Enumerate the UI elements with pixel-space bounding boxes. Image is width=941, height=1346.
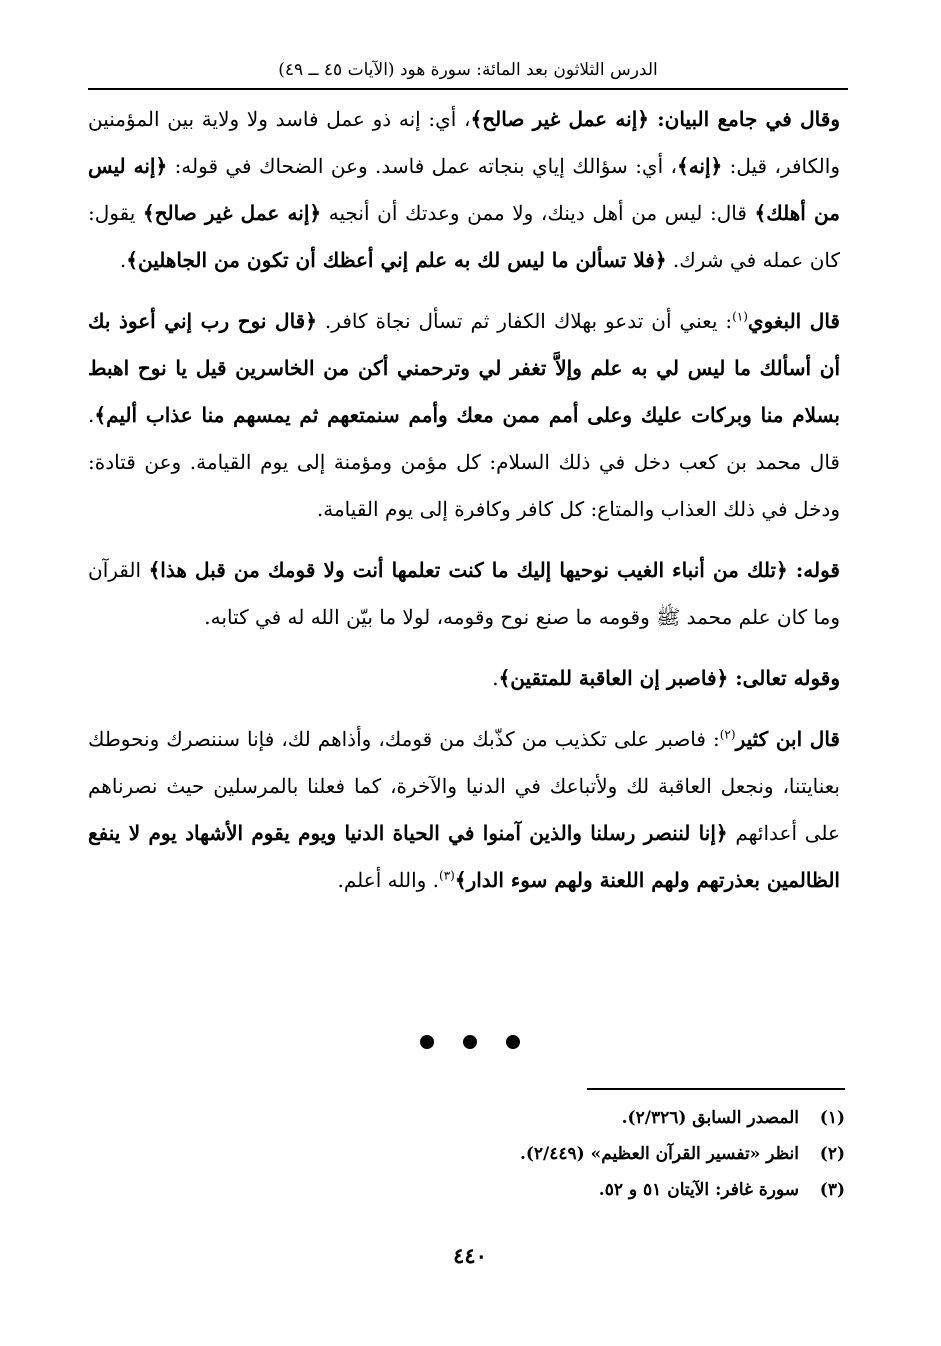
body-text-run: ، أي: إنه ذو عمل فاسد ولا ولاية بين المؤمنين والكافر، قيل: xyxy=(88,107,840,178)
section-separator-dots xyxy=(420,1030,520,1054)
footnote-marker: (٢) xyxy=(719,727,736,742)
paragraph-lead: قال البغوي xyxy=(747,309,840,333)
body-text-run: قال: ليس من أهل دينك، ولا ممن وعدتك أن أنجيه xyxy=(321,201,755,225)
paragraph-lead: قوله: xyxy=(787,558,840,582)
quran-quote: ﴿إنا لننصر رسلنا والذين آمنوا في الحياة الدنيا ويوم يقوم الأشهاد يوم لا ينفع الظالمين بعذرتهم ولهم اللعنة ولهم سوء الدار﴾ xyxy=(88,821,840,892)
footnote-3 xyxy=(300,1172,845,1208)
footnote-text: انظر «تفسير القرآن العظيم» (٢/٤٤٩). xyxy=(519,1144,799,1164)
quran-quote: ﴿تلك من أنباء الغيب نوحيها إليك ما كنت تعلمها أنت ولا قومك من قبل هذا﴾ xyxy=(148,558,788,582)
body-text-run: . xyxy=(119,248,127,272)
body-text-run: . xyxy=(492,666,499,690)
footnote-number: (٢) xyxy=(819,1144,845,1164)
header-divider xyxy=(88,88,848,90)
quran-quote: ﴿فلا تسألن ما ليس لك به علم إني أعظك أن تكون من الجاهلين﴾ xyxy=(126,248,667,272)
body-text-run: . قال محمد بن كعب دخل في ذلك السلام: كل مؤمن ومؤمنة إلى يوم القيامة. وعن قتادة: ودخل في ذلك العذاب والمتاع: كل كافر وكافرة إلى يوم القيامة. xyxy=(88,403,840,521)
footnote-number: (١) xyxy=(819,1108,845,1128)
footnote-text: سورة غافر: الآيتان ٥١ و ٥٢. xyxy=(598,1180,799,1200)
separator-dot xyxy=(506,1035,520,1049)
separator-dot xyxy=(420,1035,434,1049)
paragraph-ibn-kathir xyxy=(88,716,840,904)
paragraph-lead: قال ابن كثير xyxy=(735,727,840,751)
body-text-run: يقول: كان عمله في شرك. xyxy=(88,201,840,272)
body-text-run: : فاصبر على تكذيب من كذّبك من قومك، وأذاهم لك، فإنا سننصرك ونحوطك بعنايتنا، ونجعل العاقبة لك ولأتباعك في الدنيا والآخرة، كما فعلنا بالمرسلين حيث نصرناهم على أعدائهم xyxy=(88,727,840,845)
paragraph-lead: وقال في جامع البيان: xyxy=(648,107,840,131)
paragraph-anba-al-ghayb xyxy=(88,547,840,641)
body-text-run: . والله أعلم. xyxy=(337,868,440,892)
quran-quote: ﴿قال نوح رب إني أعوذ بك أن أسألك ما ليس لي به علم وإلاَّ تغفر لي وترحمني أكن من الخاسرين قيل يا نوح اهبط بسلام منا وبركات عليك وعلى أمم ممن معك وأمم سنمتعهم ثم يمسهم منا عذاب أليم﴾ xyxy=(88,309,840,427)
footnote-marker: (١) xyxy=(732,309,748,324)
quran-quote: ﴿إنه ليس من أهلك﴾ xyxy=(88,154,840,225)
quran-quote: ﴿إنه عمل غير صالح﴾ xyxy=(470,107,649,131)
footnote-marker: (٣) xyxy=(439,868,455,883)
footnote-text: المصدر السابق (٢/٣٢٦). xyxy=(621,1108,799,1128)
paragraph-lead: وقوله تعالى: xyxy=(728,666,840,690)
main-text xyxy=(88,96,840,918)
body-text-run: : يعني أن تدعو بهلاك الكفار ثم تسأل نجاة كافر. xyxy=(316,309,733,333)
quran-quote: ﴿إنه﴾ xyxy=(676,154,723,178)
footnote-number: (٣) xyxy=(819,1180,845,1200)
paragraph-fasbir xyxy=(88,655,840,702)
page-number: ٤٤٠ xyxy=(453,1243,487,1268)
separator-dot xyxy=(463,1035,477,1049)
paragraph-baghawi xyxy=(88,298,840,533)
paragraph-jami-al-bayan xyxy=(88,96,840,284)
quran-quote: ﴿فاصبر إن العاقبة للمتقين﴾ xyxy=(498,666,729,690)
footnotes xyxy=(300,1100,845,1208)
body-text-run: القرآن وما كان علم محمد ﷺ وقومه ما صنع نوح وقومه، لولا ما بيّن الله له في كتابه. xyxy=(88,558,840,629)
footnote-2 xyxy=(300,1136,845,1172)
body-text-run: ، أي: سؤالك إياي بنجاته عمل فاسد. وعن الضحاك في قوله: xyxy=(167,154,677,178)
footnote-1 xyxy=(300,1100,845,1136)
running-header: الدرس الثلاثون بعد المائة: سورة هود (الآيات ٤٥ ــ ٤٩) xyxy=(278,60,658,80)
footnote-divider xyxy=(587,1088,845,1090)
quran-quote: ﴿إنه عمل غير صالح﴾ xyxy=(142,201,322,225)
